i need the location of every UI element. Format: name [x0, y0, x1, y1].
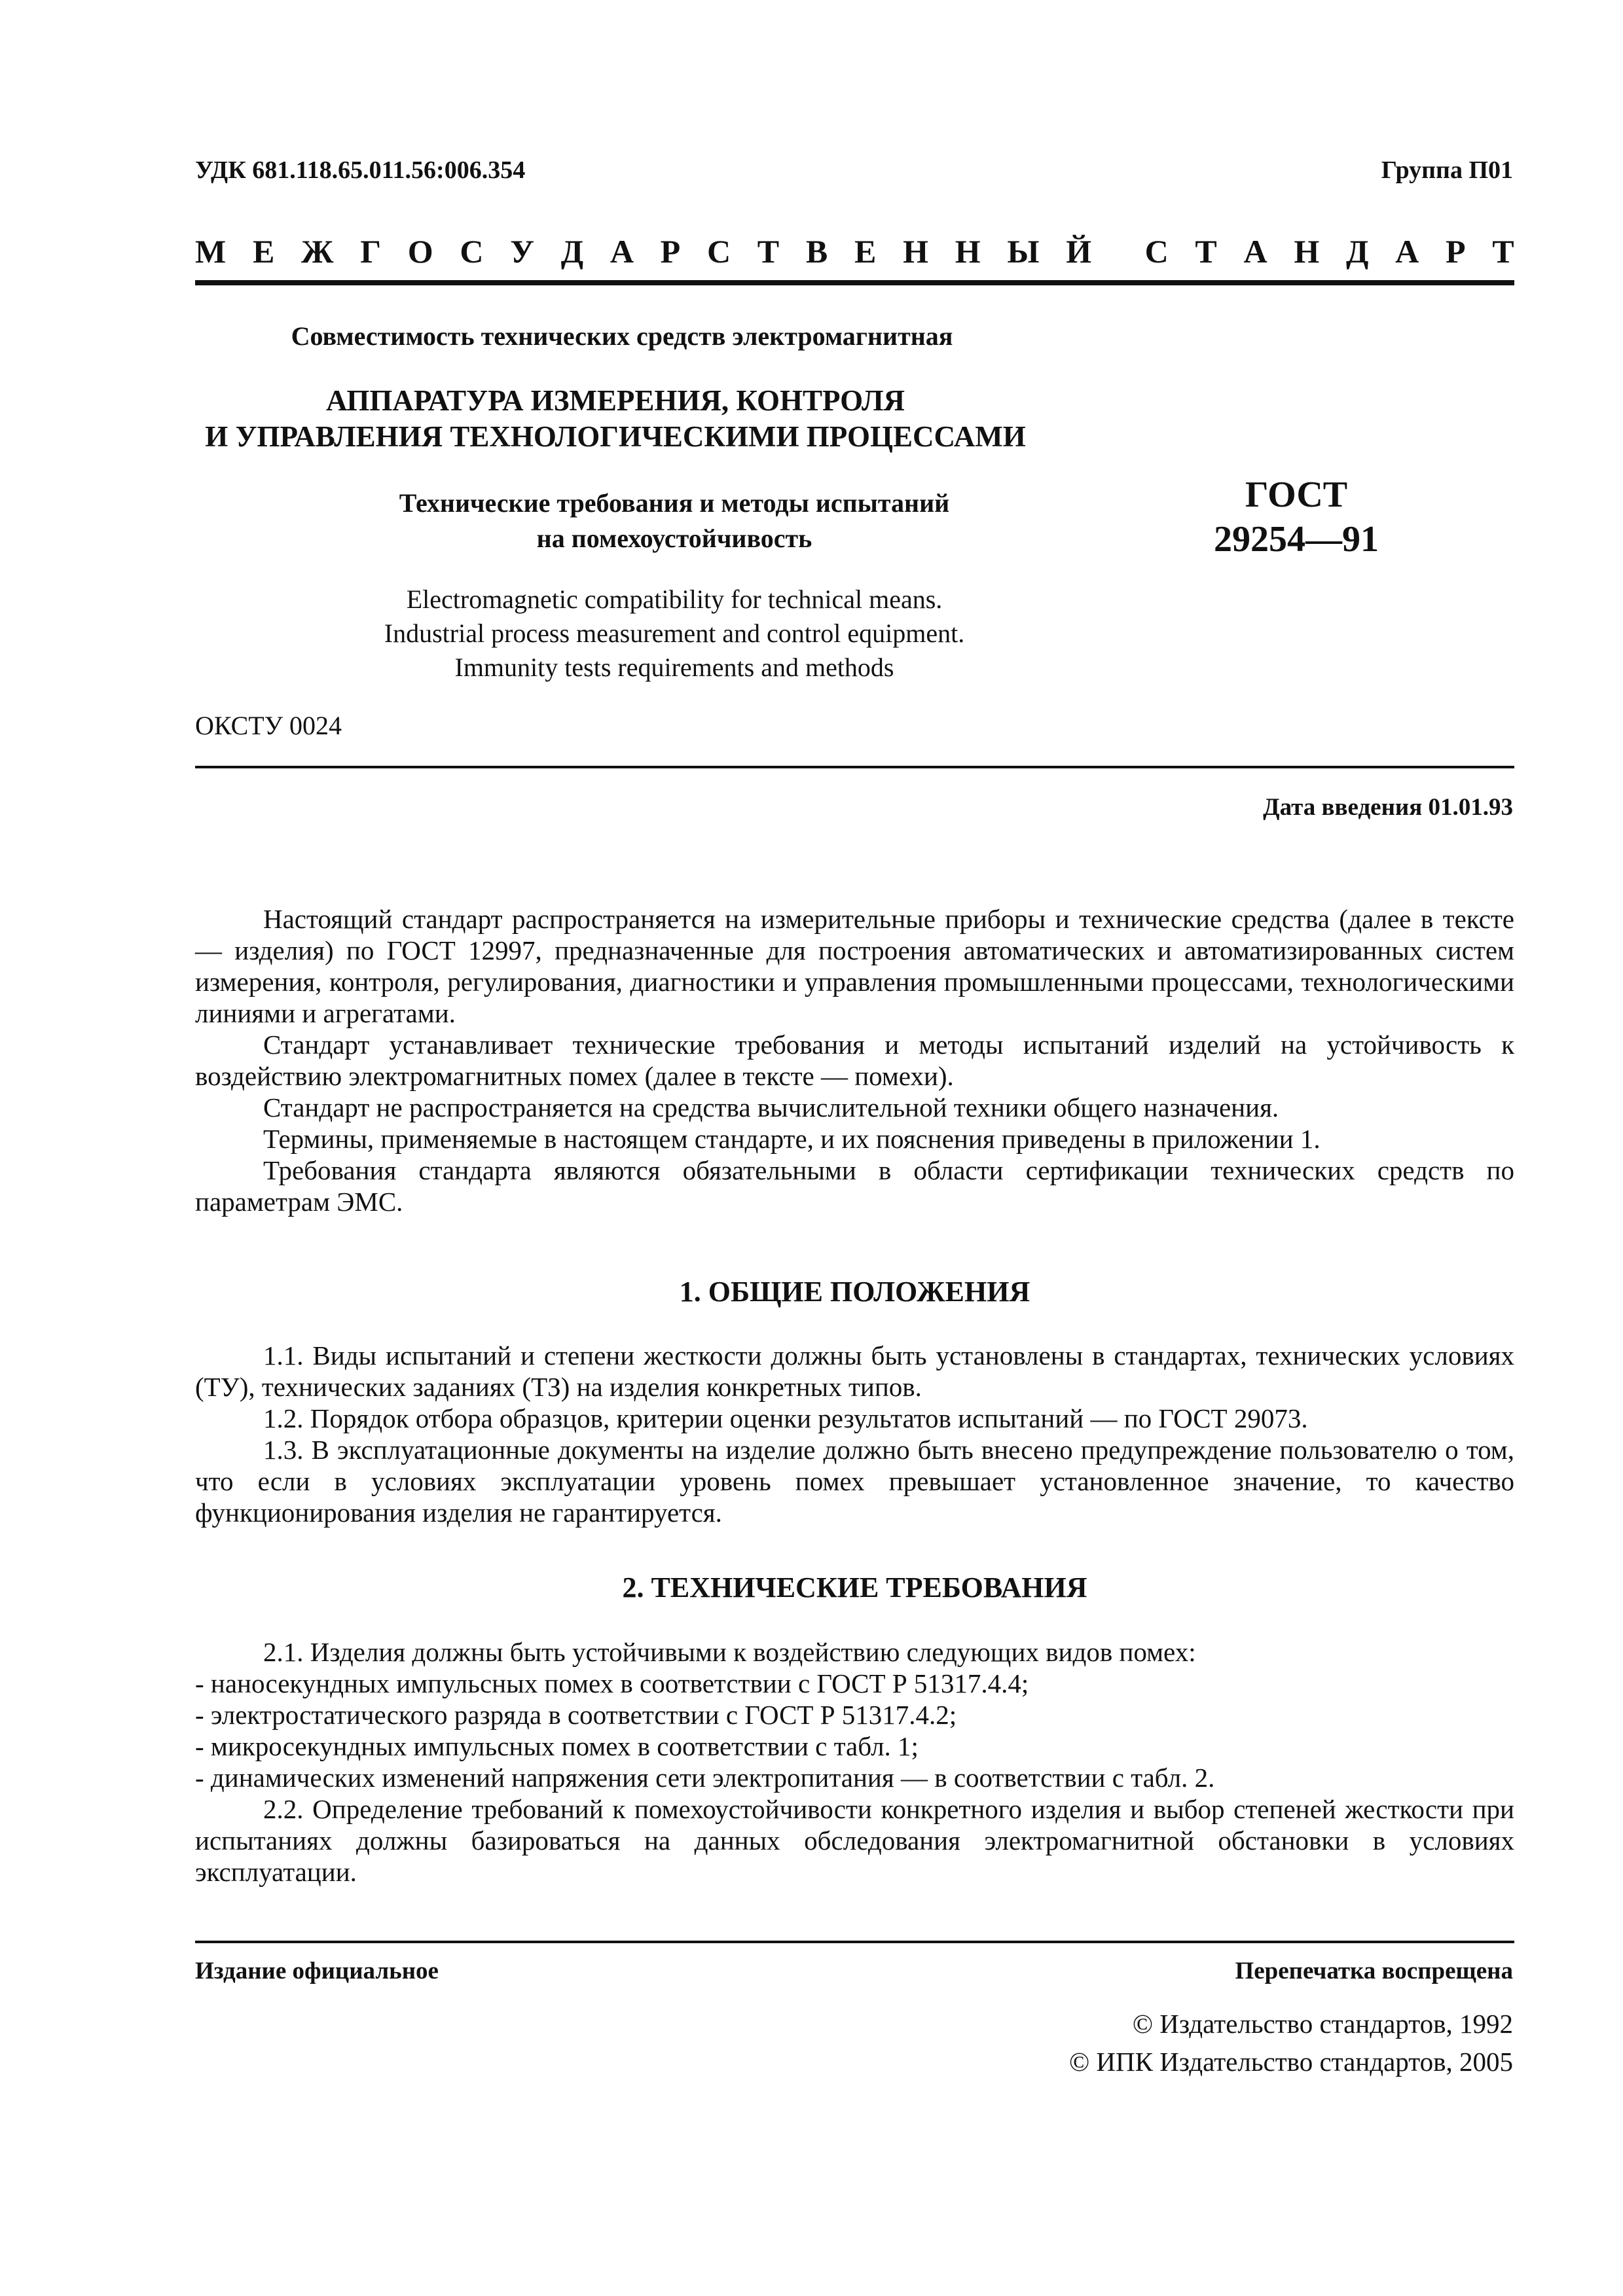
section-heading: 1. ОБЩИЕ ПОЛОЖЕНИЯ — [679, 1276, 1030, 1308]
banner-letter: Н — [903, 233, 928, 270]
footer-rule — [195, 1941, 1514, 1943]
subtitle-line: Технические требования и методы испытаний — [399, 488, 950, 518]
okstu-code: ОКСТУ 0024 — [195, 711, 342, 740]
group-code: Группа П01 — [1381, 156, 1513, 184]
paragraph: 2.2. Определение требований к помехоустойчивости конкретного изделия и выбор степеней жесткости при испытаниях должны базироваться на данных обследования электромагнитной обстановки в условиях эксплуатации. — [195, 1794, 1514, 1887]
banner-letter: Е — [854, 233, 877, 270]
reprint-prohibited-label: Перепечатка воспрещена — [1235, 1958, 1513, 1984]
banner-letter: Ы — [1007, 233, 1040, 270]
document-subtitle — [249, 486, 1100, 556]
gost-number — [1172, 473, 1421, 562]
banner-letter: Д — [560, 233, 584, 270]
title-rule — [195, 766, 1514, 768]
banner-letter: Д — [1346, 233, 1369, 270]
list-item: - микросекундных импульсных помех в соответствии с табл. 1; — [195, 1731, 919, 1761]
banner-letter: А — [610, 233, 634, 270]
banner-letter: Й — [1066, 233, 1092, 270]
banner-letter: Н — [955, 233, 981, 270]
banner-letter: Т — [757, 233, 780, 270]
paragraph: 1.3. В эксплуатационные документы на изделие должно быть внесено предупреждение пользователю о том, что если в условиях эксплуатации уровень помех превышает установленное значение, то качество функционирования изделия не гарантируется. — [195, 1435, 1514, 1528]
paragraph: 2.1. Изделия должны быть устойчивыми к воздействию следующих видов помех: — [263, 1637, 1196, 1667]
english-line: Industrial process measurement and control equipment. — [384, 619, 965, 648]
list-item: - динамических изменений напряжения сети электропитания — в соответствии с табл. 2. — [195, 1763, 1215, 1793]
english-line: Immunity tests requirements and methods — [454, 653, 894, 682]
section-1-body — [195, 1340, 1514, 1528]
paragraph: Стандарт устанавливает технические требования и методы испытаний изделий на устойчивость к воздействию электромагнитных помех (далее в тексте — помехи). — [195, 1030, 1514, 1091]
copyright-line: © ИПК Издательство стандартов, 2005 — [1068, 2047, 1513, 2077]
subtitle-line: на помехоустойчивость — [536, 524, 812, 553]
banner-letter: Т — [1492, 233, 1514, 270]
official-edition-label: Издание официальное — [195, 1958, 439, 1984]
intro-text — [195, 903, 1514, 1217]
banner-letter: А — [1395, 233, 1419, 270]
banner-letter: У — [510, 233, 534, 270]
paragraph: Стандарт не распространяется на средства вычислительной техники общего назначения. — [263, 1092, 1279, 1122]
banner-letter: С — [460, 233, 484, 270]
banner-letter: М — [195, 233, 227, 270]
copyright-line: © Издательство стандартов, 1992 — [1132, 2009, 1513, 2039]
banner-letter: Р — [1445, 233, 1466, 270]
paragraph: 1.2. Порядок отбора образцов, критерии оценки результатов испытаний — по ГОСТ 29073. — [263, 1403, 1308, 1433]
banner-letter: А — [1243, 233, 1267, 270]
banner-letter: Е — [252, 233, 275, 270]
banner-letter: О — [407, 233, 433, 270]
list-item: - электростатического разряда в соответствии с ГОСТ Р 51317.4.2; — [195, 1700, 957, 1730]
introduction-date: Дата введения 01.01.93 — [1263, 794, 1513, 821]
subject-line: Совместимость технических средств электромагнитная — [291, 321, 953, 351]
paragraph: Термины, применяемые в настоящем стандарте, и их пояснения приведены в приложении 1. — [263, 1124, 1321, 1154]
title-line: И УПРАВЛЕНИЯ ТЕХНОЛОГИЧЕСКИМИ ПРОЦЕССАМИ — [205, 420, 1026, 453]
copyright-block — [1069, 2005, 1513, 2081]
english-line: Electromagnetic compatibility for technical means. — [406, 584, 943, 614]
banner-letter: Н — [1294, 233, 1320, 270]
paragraph: Требования стандарта являются обязательными в области сертификации технических средств по параметрам ЭМС. — [195, 1155, 1514, 1217]
banner-letter: Р — [660, 233, 681, 270]
paragraph: 1.1. Виды испытаний и степени жесткости должны быть установлены в стандартах, технических условиях (ТУ), технических заданиях (ТЗ) на изделия конкретных типов. — [195, 1340, 1514, 1402]
document-title — [190, 383, 1041, 455]
gost-code: 29254—91 — [1214, 519, 1379, 560]
title-line: АППАРАТУРА ИЗМЕРЕНИЯ, КОНТРОЛЯ — [326, 384, 905, 417]
banner-letter: Т — [1195, 233, 1217, 270]
english-title — [249, 583, 1100, 685]
banner-letter: Г — [360, 233, 382, 270]
banner-rule — [195, 280, 1514, 285]
udk-code: УДК 681.118.65.011.56:006.354 — [195, 156, 526, 184]
gost-label: ГОСТ — [1245, 475, 1348, 515]
banner-letter: В — [805, 233, 828, 270]
section-2-body — [195, 1636, 1514, 1888]
banner-letter: С — [706, 233, 731, 270]
list-item: - наносекундных импульсных помех в соответствии с ГОСТ Р 51317.4.4; — [195, 1668, 1029, 1698]
interstate-standard-banner — [195, 232, 1514, 270]
banner-letter: Ж — [301, 233, 334, 270]
paragraph: Настоящий стандарт распространяется на измерительные приборы и технические средства (далее в тексте — изделия) по ГОСТ 12997, предназначенные для построения автоматических и автоматизированных систем измерения, контроля, регулирования, диагностики и управления промышленными процессами, технологическими линиями и агрегатами. — [195, 904, 1514, 1028]
banner-letter: С — [1144, 233, 1169, 270]
section-heading: 2. ТЕХНИЧЕСКИЕ ТРЕБОВАНИЯ — [622, 1571, 1087, 1604]
